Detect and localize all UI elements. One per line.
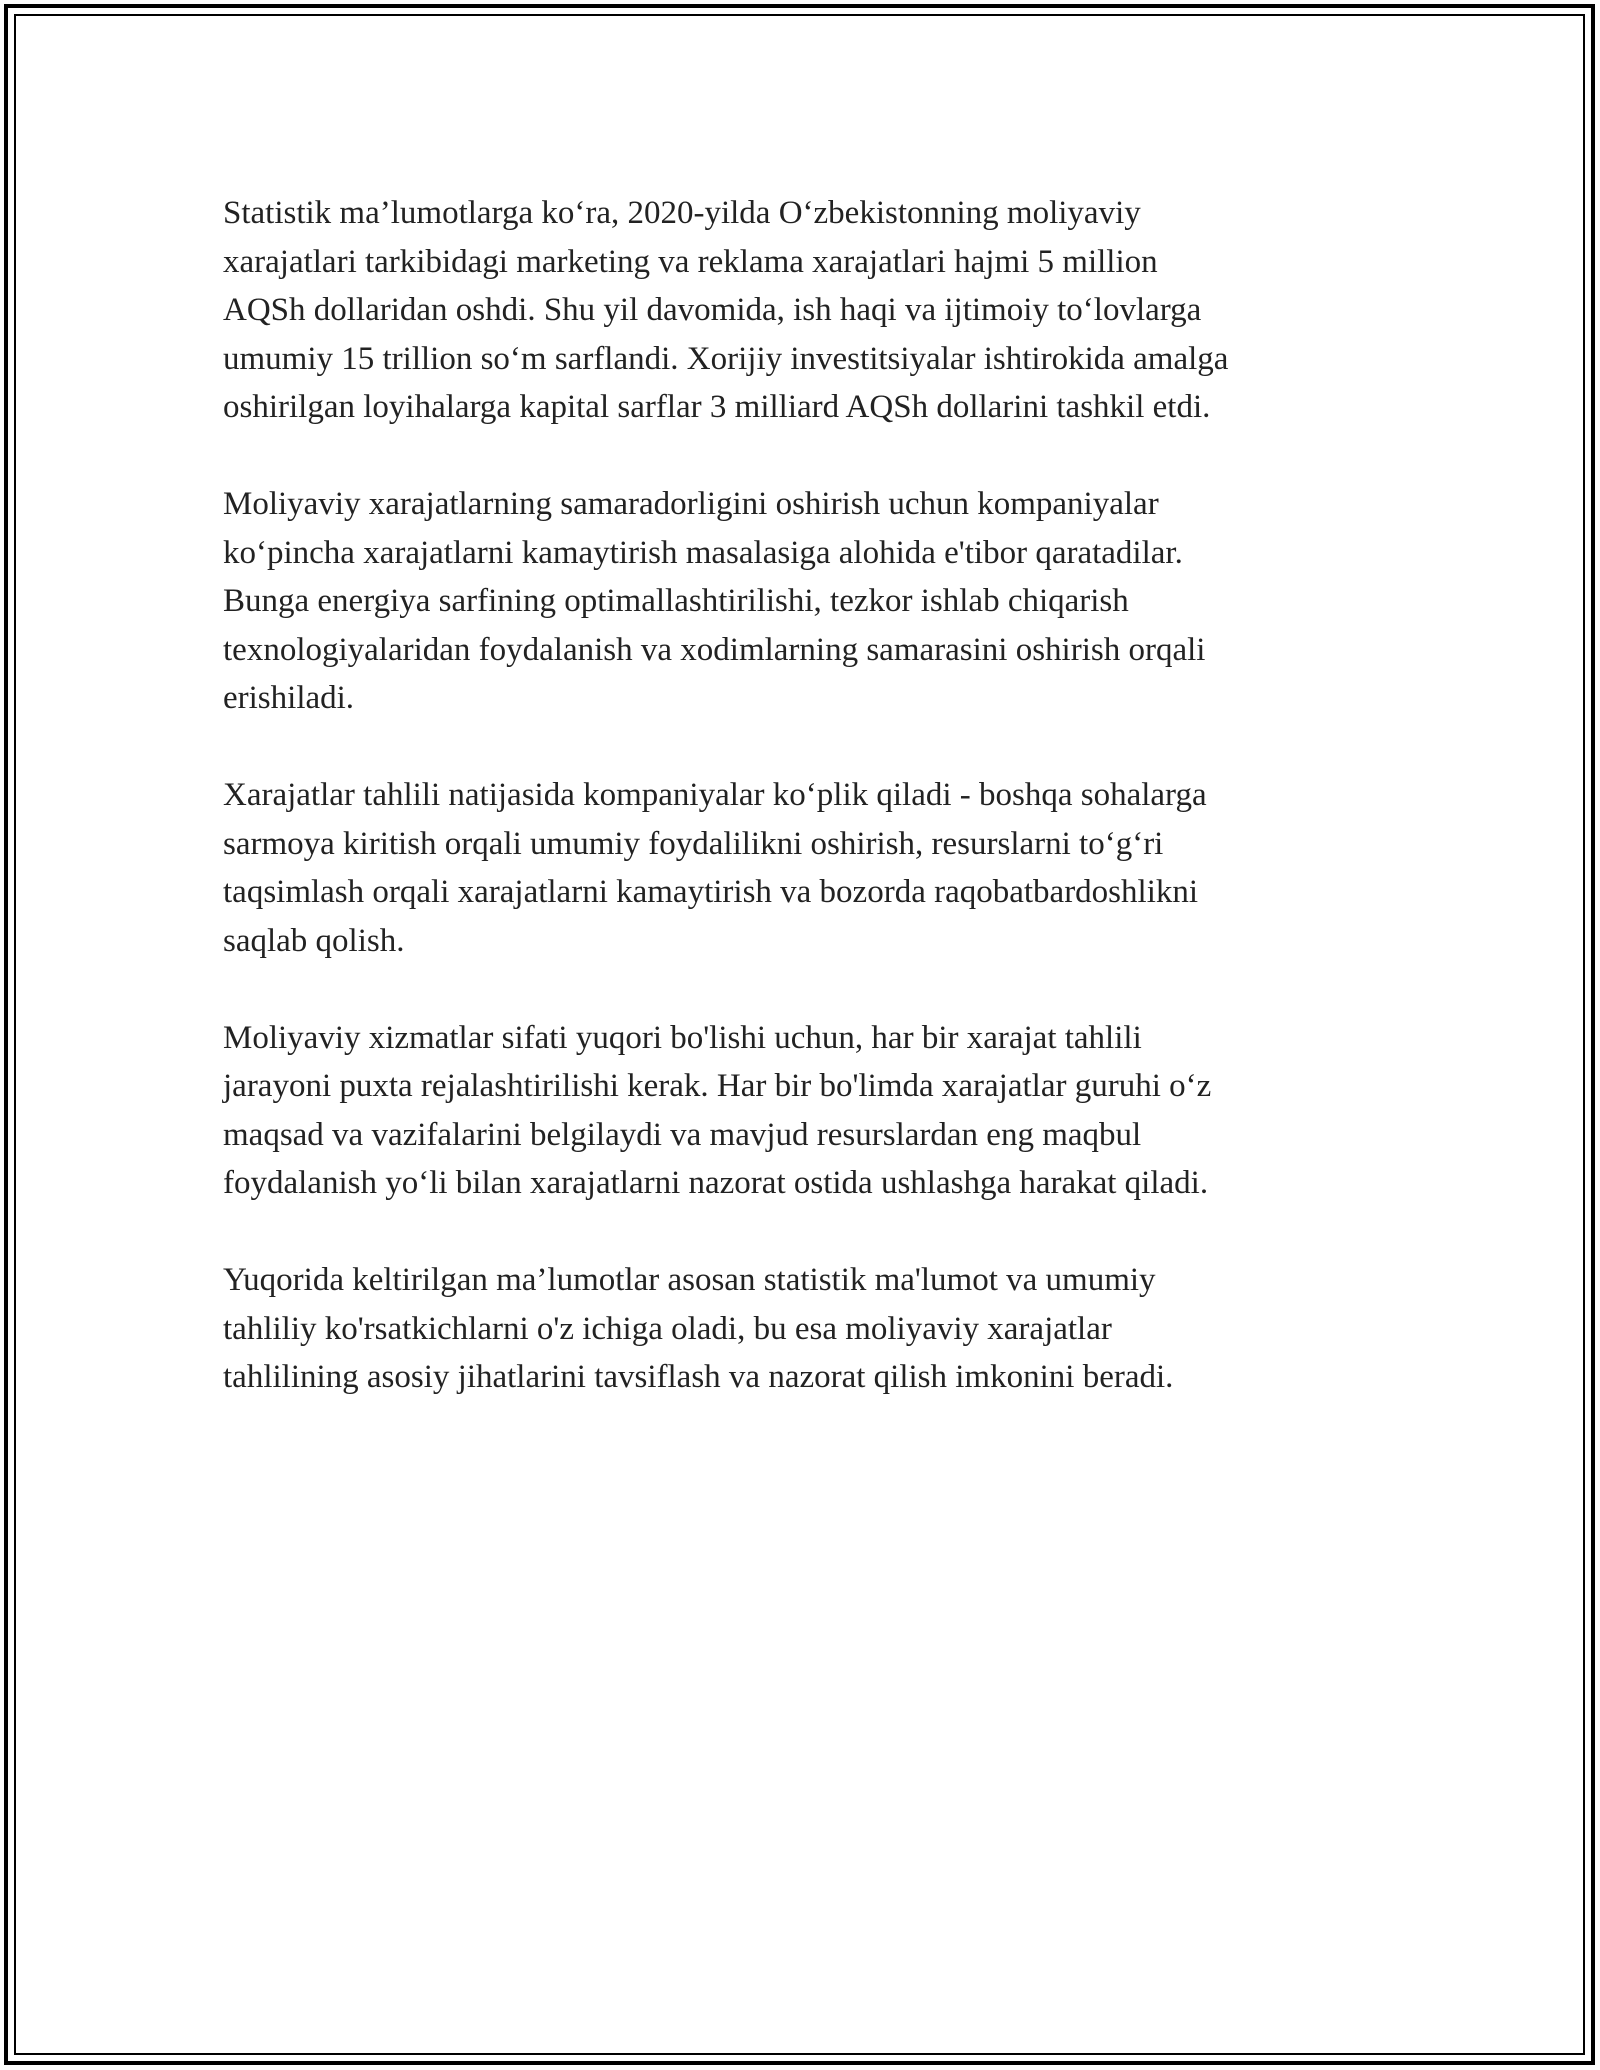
- paragraph-financial-services: Moliyaviy xizmatlar sifati yuqori bo'lishi uchun, har bir xarajat tahlili jarayoni puxta rejalashtirilishi kerak. Har bir bo'limda xarajatlar guruhi o‘z maqsad va vazifalarini belgilaydi va mavjud resurslardan eng maqbul foydalanish yo‘li bilan xarajatlarni nazorat ostida ushlashga harakat qiladi.: [223, 1019, 1212, 1201]
- document-body: [223, 189, 1353, 1450]
- paragraph-efficiency: Moliyaviy xarajatlarning samaradorligini oshirish uchun kompaniyalar ko‘pincha xarajatlarni kamaytirish masalasiga alohida e'tibor qaratadilar. Bunga energiya sarfining optimallashtirilishi, tezkor ishlab chiqarish texnologiyalaridan foydalanish va xodimlarning samarasini oshirish orqali erishiladi.: [223, 486, 1206, 716]
- paragraph-cost-analysis: Xarajatlar tahlili natijasida kompaniyalar ko‘plik qiladi - boshqa sohalarga sarmoya kiritish orqali umumiy foydalilikni oshirish, resurslarni to‘g‘ri taqsimlash orqali xarajatlarni kamaytirish va bozorda raqobatbardoshlikni saqlab qolish.: [223, 777, 1207, 959]
- paragraph-statistics: Statistik ma’lumotlarga ko‘ra, 2020-yilda O‘zbekistonning moliyaviy xarajatlari tarkibidagi marketing va reklama xarajatlari hajmi 5 million AQSh dollaridan oshdi. Shu yil davomida, ish haqi va ijtimoiy to‘lovlarga umumiy 15 trillion so‘m sarflandi. Xorijiy investitsiyalar ishtirokida amalga oshirilgan loyihalarga kapital sarflar 3 milliard AQSh dollarini tashkil etdi.: [223, 195, 1229, 425]
- paragraph-summary: Yuqorida keltirilgan ma’lumotlar asosan statistik ma'lumot va umumiy tahliliy ko'rsatkichlarni o'z ichiga oladi, bu esa moliyaviy xarajatlar tahlilining asosiy jihatlarini tavsiflash va nazorat qilish imkonini beradi.: [223, 1262, 1174, 1395]
